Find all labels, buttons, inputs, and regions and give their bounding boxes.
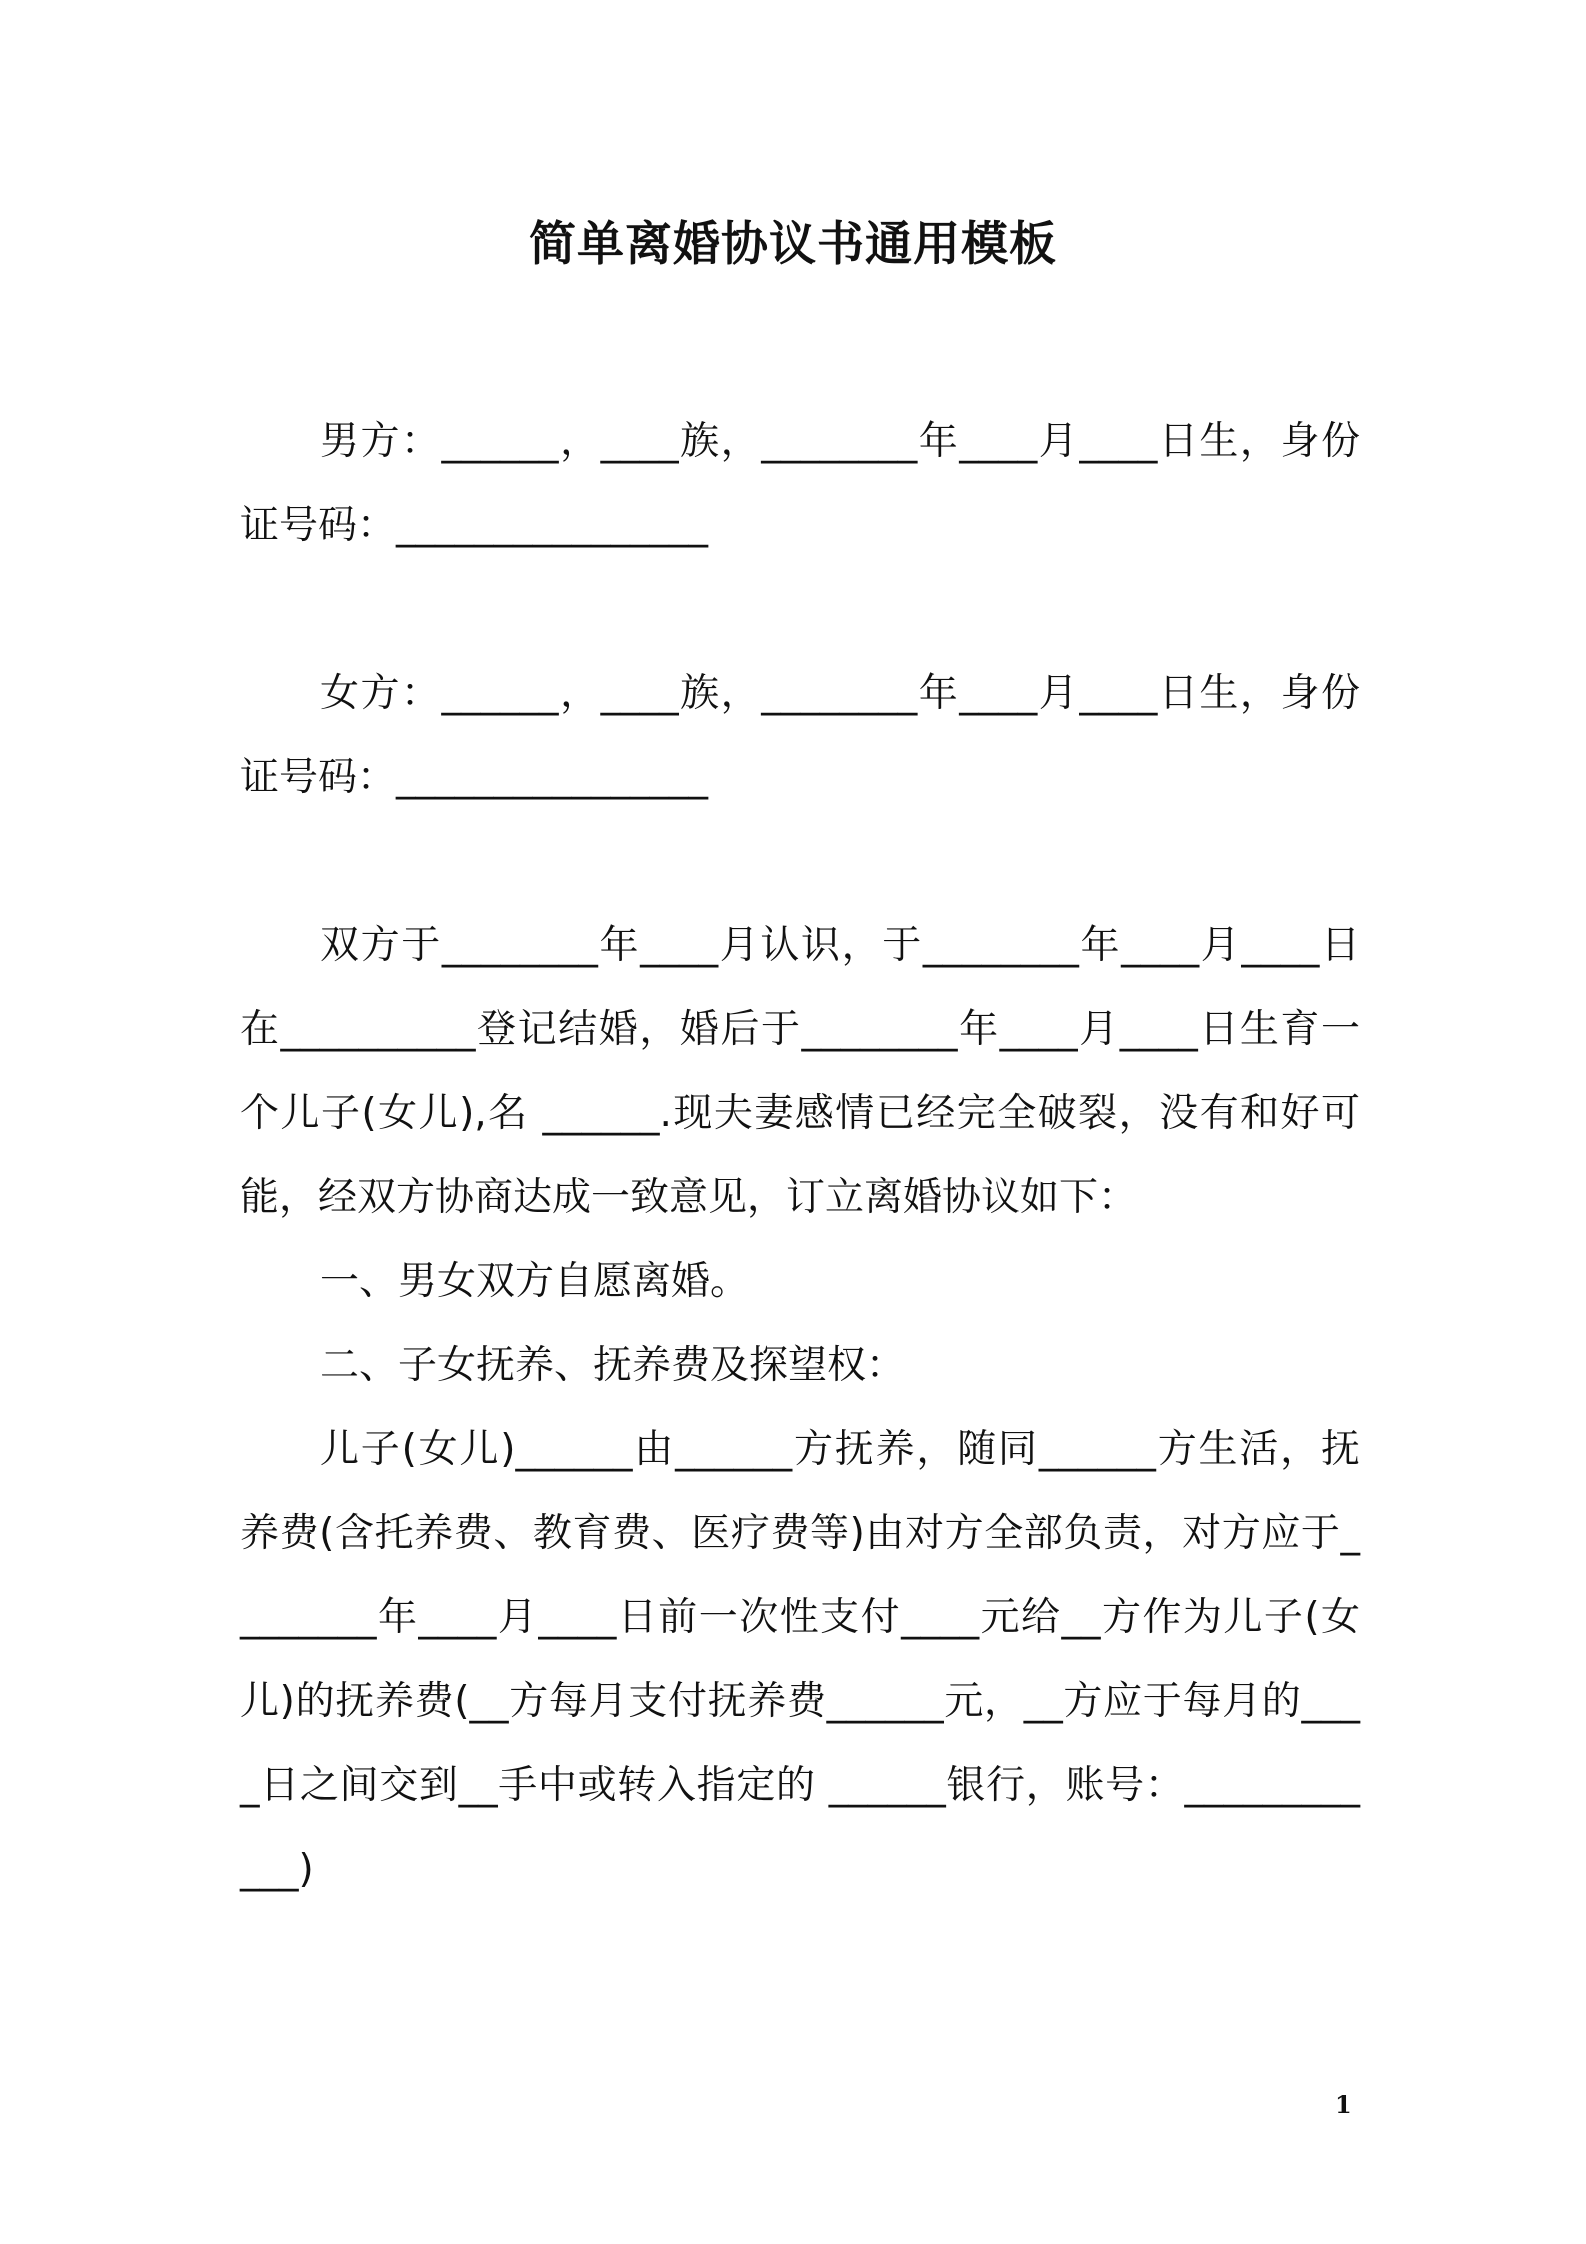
page-number: 1 — [1335, 2090, 1352, 2119]
child-support-paragraph: 儿子(女儿)______由______方抚养，随同______方生活，抚养费(含托养费、教育费、医疗费等)由对方全部负责，对方应于________年____月____日前一次性支付____元给__方作为儿子(女儿)的抚养费(__方每月支付抚养费______元，__方应于每月的____日之间交到__手中或转入指定的 ______银行，账号：____________) — [240, 1427, 1360, 1892]
male-party-paragraph: 男方：______，____族，________年____月____日生，身份证号码：________________ — [240, 419, 1360, 548]
paragraph-spacer — [240, 568, 1360, 652]
clause-2-heading: 二、子女抚养、抚养费及探望权： — [319, 1343, 905, 1388]
paragraph-spacer — [240, 820, 1360, 904]
female-party-paragraph: 女方：______，____族，________年____月____日生，身份证号码：________________ — [240, 671, 1360, 800]
document-title: 简单离婚协议书通用模板 — [529, 217, 1057, 272]
marriage-intro-paragraph: 双方于________年____月认识，于________年____月____日在__________登记结婚，婚后于________年____月____日生育一个儿子(女儿),名 ______.现夫妻感情已经完全破裂，没有和好可能，经双方协商达成一致意见，订立离婚协议如下： — [240, 923, 1360, 1220]
clause-1-paragraph: 一、男女双方自愿离婚。 — [319, 1259, 749, 1304]
document-body — [240, 400, 1360, 1912]
